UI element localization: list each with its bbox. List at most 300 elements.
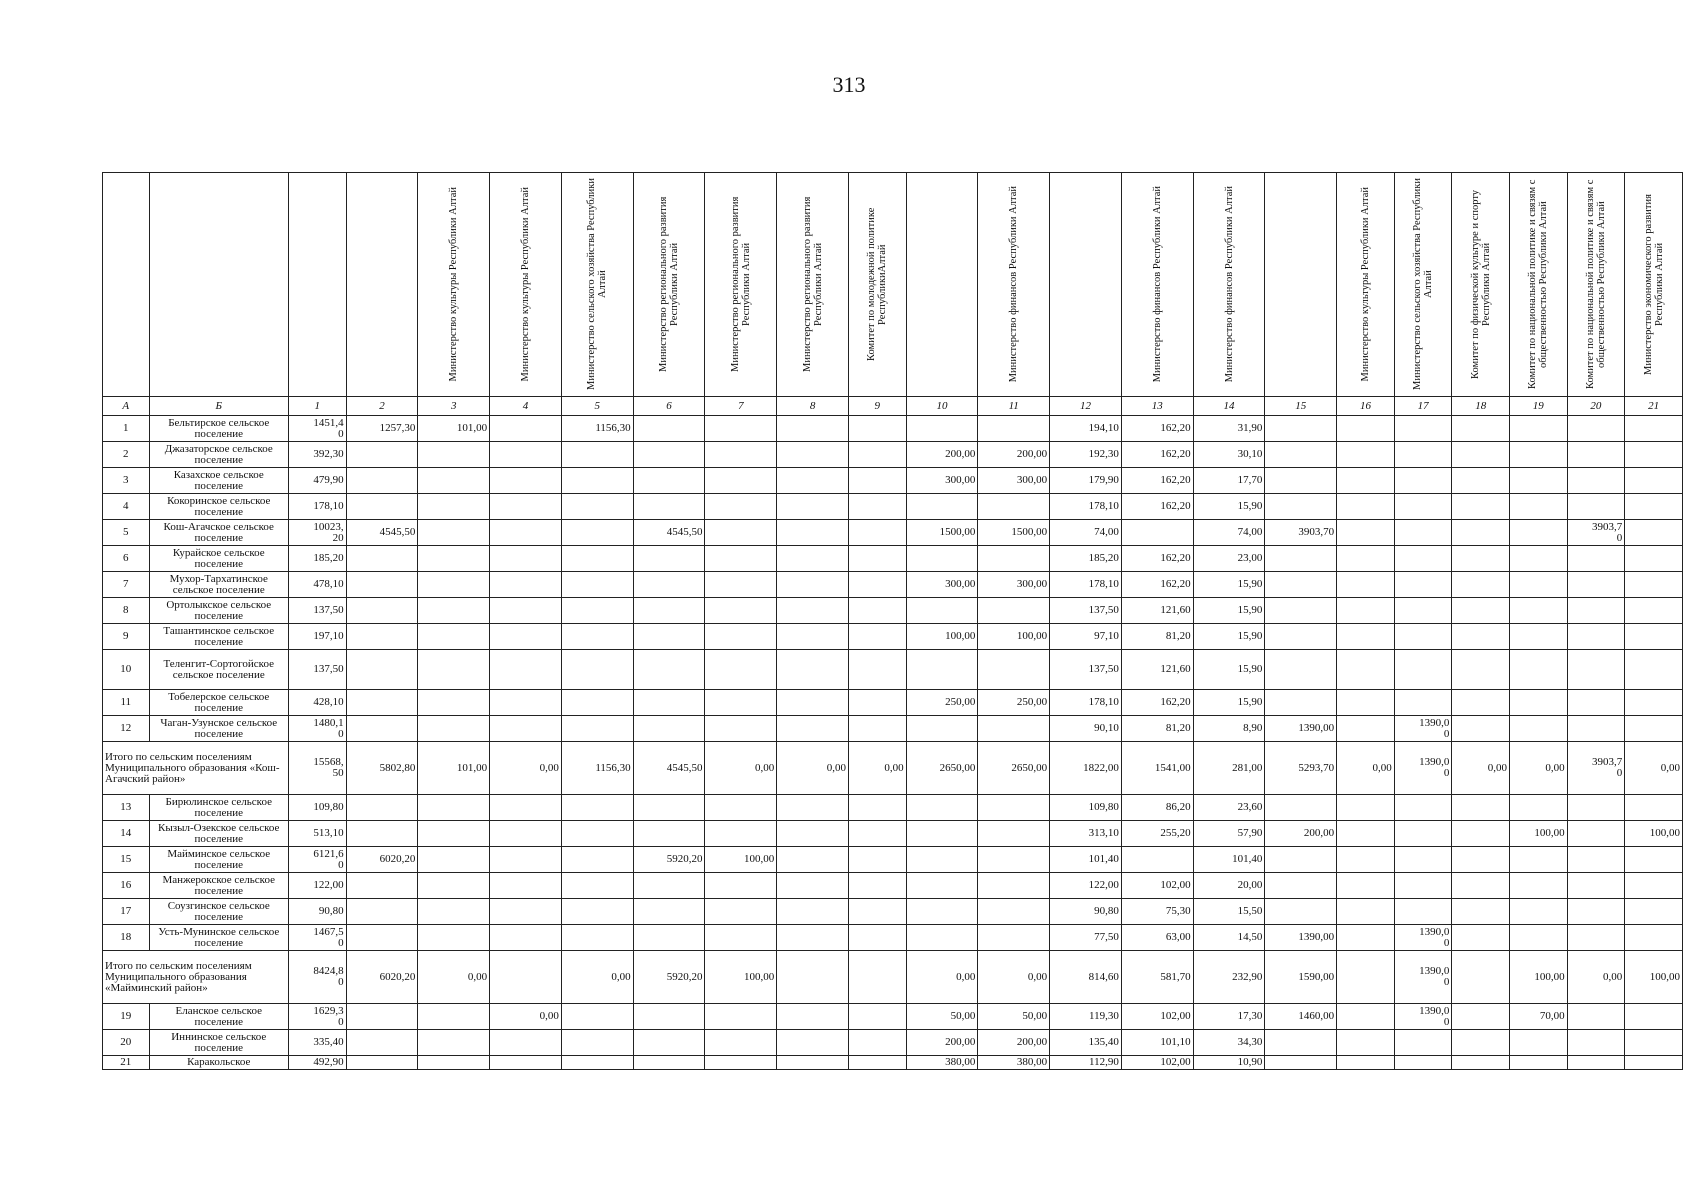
value-cell: 15,90 xyxy=(1193,690,1265,716)
value-cell: 1390,0 0 xyxy=(1394,716,1452,742)
value-cell xyxy=(705,650,777,690)
value-cell xyxy=(777,847,849,873)
value-cell: 162,20 xyxy=(1121,690,1193,716)
value-cell xyxy=(777,624,849,650)
value-cell: 185,20 xyxy=(289,546,347,572)
header-label: Министерство финансов Республики Алтай xyxy=(1223,186,1235,383)
value-cell xyxy=(1510,1030,1568,1056)
value-cell xyxy=(777,716,849,742)
header-label: Министерство культуры Республики Алтай xyxy=(1359,187,1371,382)
value-cell xyxy=(906,795,978,821)
value-cell xyxy=(1394,821,1452,847)
value-cell xyxy=(705,899,777,925)
value-cell xyxy=(848,520,906,546)
column-index-cell: 11 xyxy=(978,397,1050,416)
value-cell xyxy=(1567,416,1625,442)
value-cell xyxy=(1510,650,1568,690)
table-row xyxy=(103,416,1683,442)
value-cell xyxy=(1337,494,1395,520)
value-cell xyxy=(1394,520,1452,546)
value-cell: 135,40 xyxy=(1050,1030,1122,1056)
value-cell xyxy=(1452,546,1510,572)
value-cell: 101,40 xyxy=(1050,847,1122,873)
value-cell xyxy=(1337,873,1395,899)
value-cell xyxy=(705,468,777,494)
value-cell: 17,70 xyxy=(1193,468,1265,494)
value-cell xyxy=(1452,520,1510,546)
value-cell: 109,80 xyxy=(289,795,347,821)
header-cell xyxy=(1121,173,1193,397)
value-cell xyxy=(1337,1004,1395,1030)
value-cell xyxy=(1452,416,1510,442)
value-cell xyxy=(1394,1056,1452,1070)
value-cell xyxy=(1337,847,1395,873)
value-cell xyxy=(490,624,562,650)
value-cell: 179,90 xyxy=(1050,468,1122,494)
row-number: 21 xyxy=(103,1056,150,1070)
value-cell xyxy=(418,716,490,742)
table-row xyxy=(103,873,1683,899)
value-cell: 581,70 xyxy=(1121,951,1193,1004)
row-name: Каракольское xyxy=(149,1056,289,1070)
value-cell: 0,00 xyxy=(561,951,633,1004)
value-cell xyxy=(1452,494,1510,520)
value-cell: 121,60 xyxy=(1121,598,1193,624)
page-number: 313 xyxy=(832,72,866,97)
value-cell xyxy=(490,899,562,925)
value-cell: 90,80 xyxy=(289,899,347,925)
value-cell xyxy=(1510,795,1568,821)
row-number: 10 xyxy=(103,650,150,690)
value-cell: 5920,20 xyxy=(633,847,705,873)
column-index-cell: Б xyxy=(149,397,289,416)
row-number: 8 xyxy=(103,598,150,624)
value-cell xyxy=(1265,873,1337,899)
value-cell xyxy=(1510,716,1568,742)
value-cell xyxy=(418,520,490,546)
value-cell xyxy=(633,690,705,716)
column-index-cell: 1 xyxy=(289,397,347,416)
value-cell xyxy=(1567,1030,1625,1056)
value-cell xyxy=(777,925,849,951)
value-cell xyxy=(1567,442,1625,468)
value-cell: 74,00 xyxy=(1193,520,1265,546)
value-cell: 137,50 xyxy=(289,598,347,624)
value-cell xyxy=(346,925,418,951)
header-label: Министерство регионального развития Республики Алтай xyxy=(658,196,681,373)
value-cell: 1257,30 xyxy=(346,416,418,442)
header-cell xyxy=(1050,173,1122,397)
value-cell xyxy=(1452,442,1510,468)
row-name: Усть-Мунинское сельское поселение xyxy=(149,925,289,951)
value-cell: 178,10 xyxy=(1050,494,1122,520)
header-cell xyxy=(777,173,849,397)
value-cell xyxy=(1337,598,1395,624)
value-cell xyxy=(1337,795,1395,821)
table-row xyxy=(103,925,1683,951)
value-cell: 8,90 xyxy=(1193,716,1265,742)
value-cell xyxy=(978,873,1050,899)
value-cell: 0,00 xyxy=(1510,742,1568,795)
value-cell xyxy=(978,899,1050,925)
value-cell xyxy=(633,716,705,742)
value-cell: 3903,70 xyxy=(1265,520,1337,546)
value-cell: 1390,00 xyxy=(1265,716,1337,742)
value-cell xyxy=(561,546,633,572)
row-number: 4 xyxy=(103,494,150,520)
value-cell: 162,20 xyxy=(1121,546,1193,572)
value-cell xyxy=(418,624,490,650)
value-cell xyxy=(1510,598,1568,624)
value-cell: 97,10 xyxy=(1050,624,1122,650)
table-row xyxy=(103,572,1683,598)
value-cell xyxy=(490,598,562,624)
value-cell xyxy=(1452,873,1510,899)
value-cell: 200,00 xyxy=(978,442,1050,468)
table-row xyxy=(103,520,1683,546)
value-cell xyxy=(1265,598,1337,624)
row-name: Майминское сельское поселение xyxy=(149,847,289,873)
value-cell: 63,00 xyxy=(1121,925,1193,951)
table-row xyxy=(103,1004,1683,1030)
value-cell xyxy=(1394,598,1452,624)
table-row xyxy=(103,650,1683,690)
column-index-cell: 7 xyxy=(705,397,777,416)
value-cell xyxy=(633,925,705,951)
value-cell xyxy=(1510,520,1568,546)
value-cell xyxy=(906,416,978,442)
value-cell: 814,60 xyxy=(1050,951,1122,1004)
value-cell xyxy=(1510,416,1568,442)
value-cell xyxy=(346,468,418,494)
value-cell xyxy=(1452,598,1510,624)
value-cell xyxy=(1625,716,1683,742)
value-cell xyxy=(848,468,906,494)
value-cell xyxy=(1452,716,1510,742)
value-cell: 250,00 xyxy=(906,690,978,716)
header-label: Комитет по национальной политике и связям с общественностью Республики Алтай xyxy=(1584,179,1607,390)
value-cell: 15,90 xyxy=(1193,624,1265,650)
value-cell: 1590,00 xyxy=(1265,951,1337,1004)
value-cell xyxy=(848,847,906,873)
header-label: Министерство финансов Республики Алтай xyxy=(1008,186,1020,383)
value-cell xyxy=(633,1030,705,1056)
value-cell xyxy=(1394,795,1452,821)
table-row xyxy=(103,1056,1683,1070)
value-cell xyxy=(490,572,562,598)
value-cell xyxy=(848,572,906,598)
value-cell: 200,00 xyxy=(978,1030,1050,1056)
value-cell xyxy=(418,442,490,468)
value-cell xyxy=(1265,650,1337,690)
value-cell: 1156,30 xyxy=(561,416,633,442)
value-cell xyxy=(906,873,978,899)
value-cell: 1460,00 xyxy=(1265,1004,1337,1030)
row-name: Соузгинское сельское поселение xyxy=(149,899,289,925)
value-cell xyxy=(1567,690,1625,716)
row-name: Бельтирское сельское поселение xyxy=(149,416,289,442)
value-cell xyxy=(418,1056,490,1070)
value-cell: 102,00 xyxy=(1121,873,1193,899)
value-cell xyxy=(1265,1030,1337,1056)
row-number: 17 xyxy=(103,899,150,925)
value-cell xyxy=(1625,442,1683,468)
value-cell: 478,10 xyxy=(289,572,347,598)
value-cell xyxy=(418,572,490,598)
value-cell xyxy=(1265,690,1337,716)
value-cell xyxy=(705,416,777,442)
value-cell xyxy=(1452,1004,1510,1030)
row-name: Джазаторское сельское поселение xyxy=(149,442,289,468)
value-cell: 1500,00 xyxy=(906,520,978,546)
value-cell: 250,00 xyxy=(978,690,1050,716)
value-cell: 100,00 xyxy=(705,951,777,1004)
value-cell xyxy=(1394,442,1452,468)
header-cell xyxy=(848,173,906,397)
value-cell: 0,00 xyxy=(1337,742,1395,795)
value-cell xyxy=(906,546,978,572)
value-cell: 75,30 xyxy=(1121,899,1193,925)
value-cell: 122,00 xyxy=(289,873,347,899)
value-cell xyxy=(705,546,777,572)
value-cell: 0,00 xyxy=(418,951,490,1004)
value-cell xyxy=(633,546,705,572)
value-cell xyxy=(1452,925,1510,951)
value-cell xyxy=(633,624,705,650)
value-cell: 0,00 xyxy=(906,951,978,1004)
value-cell xyxy=(848,899,906,925)
value-cell xyxy=(978,416,1050,442)
value-cell: 194,10 xyxy=(1050,416,1122,442)
value-cell xyxy=(1265,624,1337,650)
value-cell: 200,00 xyxy=(906,442,978,468)
row-number: 6 xyxy=(103,546,150,572)
value-cell xyxy=(346,572,418,598)
column-index-cell: 13 xyxy=(1121,397,1193,416)
row-name: Кош-Агачское сельское поселение xyxy=(149,520,289,546)
value-cell xyxy=(705,598,777,624)
value-cell: 102,00 xyxy=(1121,1004,1193,1030)
value-cell: 1541,00 xyxy=(1121,742,1193,795)
table-row xyxy=(103,821,1683,847)
value-cell xyxy=(1567,572,1625,598)
value-cell xyxy=(848,951,906,1004)
header-label: Комитет по национальной политике и связям с общественностью Республики Алтай xyxy=(1527,179,1550,390)
value-cell xyxy=(848,925,906,951)
value-cell: 162,20 xyxy=(1121,442,1193,468)
value-cell: 3903,7 0 xyxy=(1567,742,1625,795)
value-cell xyxy=(490,951,562,1004)
value-cell xyxy=(1510,873,1568,899)
value-cell xyxy=(906,716,978,742)
value-cell xyxy=(1510,1056,1568,1070)
header-cell xyxy=(1265,173,1337,397)
value-cell xyxy=(1394,847,1452,873)
value-cell xyxy=(561,598,633,624)
value-cell: 5802,80 xyxy=(346,742,418,795)
value-cell xyxy=(418,925,490,951)
value-cell xyxy=(1625,468,1683,494)
value-cell: 162,20 xyxy=(1121,572,1193,598)
row-number: 5 xyxy=(103,520,150,546)
value-cell xyxy=(777,416,849,442)
value-cell xyxy=(1625,690,1683,716)
value-cell xyxy=(1394,494,1452,520)
value-cell xyxy=(1567,1004,1625,1030)
value-cell: 100,00 xyxy=(1625,821,1683,847)
value-cell: 513,10 xyxy=(289,821,347,847)
header-cell xyxy=(1567,173,1625,397)
value-cell: 392,30 xyxy=(289,442,347,468)
value-cell xyxy=(1394,416,1452,442)
value-cell: 5293,70 xyxy=(1265,742,1337,795)
value-cell xyxy=(705,520,777,546)
header-row xyxy=(103,173,1683,397)
value-cell xyxy=(633,1004,705,1030)
column-index-cell: 4 xyxy=(490,397,562,416)
value-cell: 57,90 xyxy=(1193,821,1265,847)
value-cell xyxy=(561,873,633,899)
value-cell xyxy=(633,821,705,847)
value-cell xyxy=(633,1056,705,1070)
value-cell xyxy=(1337,925,1395,951)
header-cell xyxy=(705,173,777,397)
row-name: Ташантинское сельское поселение xyxy=(149,624,289,650)
value-cell xyxy=(490,442,562,468)
value-cell xyxy=(848,821,906,847)
value-cell xyxy=(1337,468,1395,494)
value-cell xyxy=(1337,650,1395,690)
value-cell xyxy=(777,1056,849,1070)
value-cell xyxy=(978,716,1050,742)
row-number: 7 xyxy=(103,572,150,598)
value-cell xyxy=(906,598,978,624)
value-cell: 178,10 xyxy=(1050,572,1122,598)
value-cell xyxy=(1567,650,1625,690)
value-cell: 23,00 xyxy=(1193,546,1265,572)
value-cell: 100,00 xyxy=(1510,821,1568,847)
value-cell xyxy=(1510,442,1568,468)
value-cell xyxy=(346,650,418,690)
value-cell: 1156,30 xyxy=(561,742,633,795)
value-cell: 121,60 xyxy=(1121,650,1193,690)
value-cell xyxy=(346,899,418,925)
value-cell xyxy=(418,546,490,572)
value-cell: 100,00 xyxy=(978,624,1050,650)
value-cell xyxy=(490,494,562,520)
value-cell xyxy=(1625,572,1683,598)
value-cell xyxy=(1510,494,1568,520)
value-cell xyxy=(1452,951,1510,1004)
value-cell xyxy=(1452,468,1510,494)
value-cell xyxy=(561,690,633,716)
header-cell xyxy=(561,173,633,397)
value-cell: 109,80 xyxy=(1050,795,1122,821)
value-cell: 101,00 xyxy=(418,416,490,442)
table-row xyxy=(103,624,1683,650)
value-cell xyxy=(1394,572,1452,598)
row-number: 16 xyxy=(103,873,150,899)
value-cell xyxy=(1337,624,1395,650)
value-cell xyxy=(633,899,705,925)
value-cell xyxy=(777,546,849,572)
value-cell xyxy=(705,1030,777,1056)
value-cell xyxy=(346,624,418,650)
value-cell: 31,90 xyxy=(1193,416,1265,442)
value-cell xyxy=(848,442,906,468)
value-cell: 6121,6 0 xyxy=(289,847,347,873)
value-cell xyxy=(1625,925,1683,951)
row-number: 12 xyxy=(103,716,150,742)
value-cell: 1451,4 0 xyxy=(289,416,347,442)
value-cell xyxy=(490,716,562,742)
row-number: 9 xyxy=(103,624,150,650)
value-cell xyxy=(1337,416,1395,442)
value-cell xyxy=(1337,1056,1395,1070)
value-cell xyxy=(906,899,978,925)
value-cell xyxy=(1510,624,1568,650)
header-cell xyxy=(346,173,418,397)
value-cell xyxy=(1567,899,1625,925)
value-cell xyxy=(1337,572,1395,598)
value-cell xyxy=(848,1056,906,1070)
value-cell: 90,80 xyxy=(1050,899,1122,925)
value-cell: 162,20 xyxy=(1121,468,1193,494)
value-cell xyxy=(633,468,705,494)
value-cell xyxy=(418,847,490,873)
value-cell: 1390,0 0 xyxy=(1394,1004,1452,1030)
value-cell xyxy=(1394,468,1452,494)
value-cell xyxy=(1625,795,1683,821)
value-cell: 1822,00 xyxy=(1050,742,1122,795)
table-row xyxy=(103,690,1683,716)
value-cell xyxy=(561,468,633,494)
value-cell: 81,20 xyxy=(1121,716,1193,742)
value-cell xyxy=(561,821,633,847)
value-cell: 74,00 xyxy=(1050,520,1122,546)
value-cell: 15,90 xyxy=(1193,650,1265,690)
value-cell xyxy=(848,546,906,572)
value-cell xyxy=(418,690,490,716)
value-cell xyxy=(1510,572,1568,598)
value-cell: 0,00 xyxy=(978,951,1050,1004)
value-cell: 1390,0 0 xyxy=(1394,925,1452,951)
value-cell: 162,20 xyxy=(1121,416,1193,442)
value-cell xyxy=(1265,546,1337,572)
value-cell: 2650,00 xyxy=(978,742,1050,795)
header-cell xyxy=(978,173,1050,397)
value-cell xyxy=(490,520,562,546)
value-cell xyxy=(633,795,705,821)
value-cell xyxy=(1625,1056,1683,1070)
value-cell xyxy=(1394,546,1452,572)
value-cell xyxy=(1567,873,1625,899)
value-cell xyxy=(346,598,418,624)
column-index-cell: 18 xyxy=(1452,397,1510,416)
value-cell xyxy=(561,650,633,690)
value-cell xyxy=(490,546,562,572)
table-row xyxy=(103,899,1683,925)
value-cell: 4545,50 xyxy=(346,520,418,546)
value-cell xyxy=(418,821,490,847)
value-cell xyxy=(1625,624,1683,650)
row-number: 19 xyxy=(103,1004,150,1030)
row-name: Манжерокское сельское поселение xyxy=(149,873,289,899)
column-index-cell: 10 xyxy=(906,397,978,416)
header-cell xyxy=(1193,173,1265,397)
header-cell xyxy=(490,173,562,397)
value-cell xyxy=(561,899,633,925)
